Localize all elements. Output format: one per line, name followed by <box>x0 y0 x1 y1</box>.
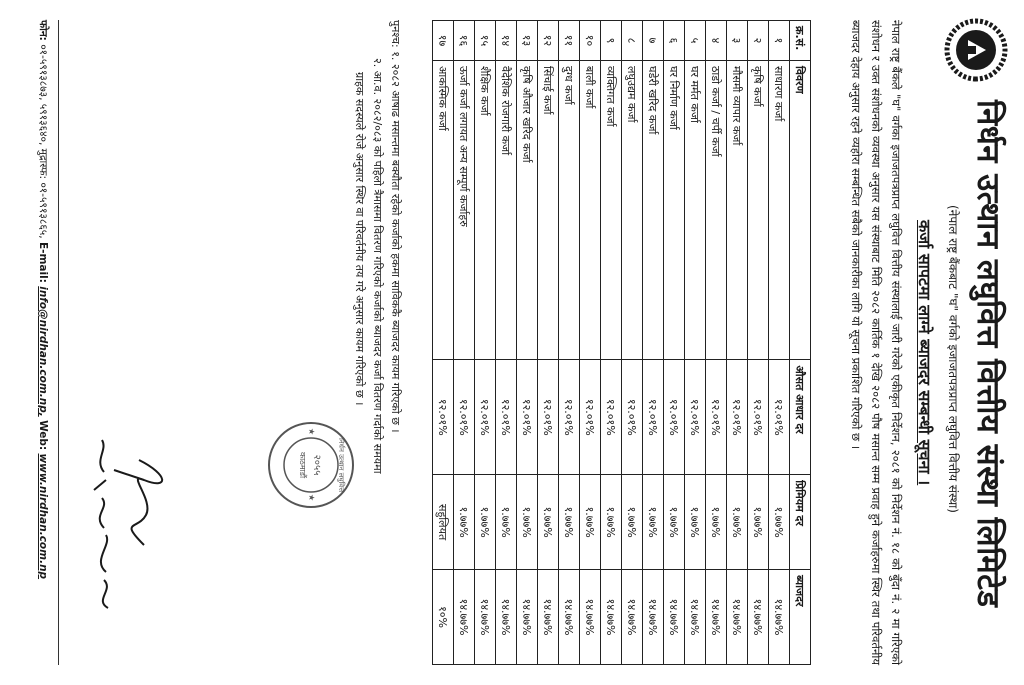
cell-sn: ९ <box>601 21 622 61</box>
cell-base-rate: १२.०१% <box>685 360 706 475</box>
header-sn: क्र.सं. <box>790 21 811 61</box>
cell-base-rate: १२.०१% <box>727 360 748 475</box>
cell-base-rate: १२.०१% <box>517 360 538 475</box>
cell-premium: १.७७% <box>538 475 559 570</box>
table-row <box>496 21 517 665</box>
cell-interest-rate: १०% <box>433 570 454 665</box>
table-row <box>517 21 538 665</box>
table-row <box>475 21 496 665</box>
table-row <box>559 21 580 665</box>
table-row <box>622 21 643 665</box>
cell-interest-rate: १४.७७% <box>727 570 748 665</box>
cell-interest-rate: १४.७७% <box>580 570 601 665</box>
cell-base-rate: १२.०१% <box>454 360 475 475</box>
note-line: ग्राहक सदस्यले रोजे अनुसार स्थिर वा परिवर्तनीय तय गरे अनुसार कायम गरिएको छ । <box>353 72 366 406</box>
cell-base-rate: १२.०१% <box>475 360 496 475</box>
table-row <box>433 21 454 665</box>
email-label: E-mail: <box>37 241 49 283</box>
cell-sn: १० <box>580 21 601 61</box>
email-link[interactable]: info@nirdhan.com.np, <box>37 286 49 417</box>
cell-interest-rate: १४.७७% <box>706 570 727 665</box>
notice-title: कर्जा सापटमा लाग्ने ब्याजदर सम्बन्धी सूचना । <box>915 220 934 486</box>
table-row <box>769 21 790 665</box>
cell-base-rate: १२.०१% <box>496 360 517 475</box>
table-row <box>580 21 601 665</box>
cell-description: शैक्षिक कर्जा <box>475 60 496 359</box>
cell-base-rate: १२.०१% <box>664 360 685 475</box>
cell-description: व्यक्तिगत कर्जा <box>601 60 622 359</box>
cell-premium: १.७७% <box>580 475 601 570</box>
cell-description: मौसमी व्यापार कर्जा <box>727 60 748 359</box>
note-line: पुनश्च: १. २०८२ आषाढ मसान्तमा बक्यौता रहेको कर्जाको हकमा साविककै ब्याजदर कायम गरिएको छ । <box>389 20 402 433</box>
cell-base-rate: १२.०१% <box>538 360 559 475</box>
header-interest-rate: ब्याजदर <box>790 570 811 665</box>
table-row <box>643 21 664 665</box>
cell-base-rate: १२.०१% <box>433 360 454 475</box>
cell-interest-rate: १४.७७% <box>664 570 685 665</box>
cell-premium: १.७७% <box>496 475 517 570</box>
cell-premium: १.७७% <box>727 475 748 570</box>
svg-text:२०५५: २०५५ <box>311 454 322 476</box>
cell-sn: १ <box>769 21 790 61</box>
table-row <box>748 21 769 665</box>
header-description: विवरण <box>790 60 811 359</box>
table-row <box>685 21 706 665</box>
cell-description: घर मर्मत कर्जा <box>685 60 706 359</box>
cell-sn: ५ <box>685 21 706 61</box>
table-header-row <box>790 21 811 665</box>
cell-description: कृषि औजार खरिद कर्जा <box>517 60 538 359</box>
cell-interest-rate: १४.७७% <box>601 570 622 665</box>
cell-base-rate: १२.०१% <box>706 360 727 475</box>
cell-description: घडेरी खरिद कर्जा <box>643 60 664 359</box>
cell-interest-rate: १४.७७% <box>622 570 643 665</box>
cell-premium: १.७७% <box>706 475 727 570</box>
header-premium: प्रिमियम दर <box>790 475 811 570</box>
interest-rate-table <box>432 20 811 665</box>
cell-sn: ७ <box>643 21 664 61</box>
cell-base-rate: १२.०१% <box>643 360 664 475</box>
contact-footer <box>36 20 59 665</box>
cell-premium: १.७७% <box>622 475 643 570</box>
cell-premium: १.७७% <box>517 475 538 570</box>
table-row <box>538 21 559 665</box>
cell-base-rate: १२.०१% <box>622 360 643 475</box>
cell-sn: १४ <box>496 21 517 61</box>
cell-premium: १.७७% <box>475 475 496 570</box>
cell-description: दुग्ध कर्जा <box>559 60 580 359</box>
cell-premium: १.७७% <box>559 475 580 570</box>
cell-description: कृषि कर्जा <box>748 60 769 359</box>
cell-description: साधारण कर्जा <box>769 60 790 359</box>
postscript-notes <box>350 20 404 665</box>
cell-interest-rate: १४.७७% <box>748 570 769 665</box>
cell-sn: १२ <box>538 21 559 61</box>
cell-interest-rate: १४.७७% <box>496 570 517 665</box>
table-row <box>601 21 622 665</box>
cell-premium: १.७७% <box>685 475 706 570</box>
organization-subtitle: (नेपाल राष्ट्र बैंकबाट "घ" वर्गको इजाजतपत्रप्राप्त लघुवित्त वित्तीय संस्था) <box>946 205 960 513</box>
svg-text:★: ★ <box>307 428 316 436</box>
cell-sn: १६ <box>454 21 475 61</box>
phone-numbers: ०१-५९१३८७३, ५९१३६४०, मुद्रास्फ: ०१-५९१३८६५, <box>37 44 49 239</box>
cell-description: बाली कर्जा <box>580 60 601 359</box>
cell-premium: १.७७% <box>748 475 769 570</box>
cell-description: आकस्मिक कर्जा <box>433 60 454 359</box>
cell-base-rate: १२.०१% <box>580 360 601 475</box>
cell-interest-rate: १४.७७% <box>454 570 475 665</box>
handwritten-signature <box>79 420 174 620</box>
cell-interest-rate: १४.७७% <box>559 570 580 665</box>
organization-name: निर्धन उत्थान लघुवित्त वित्तीय संस्था लिमिटेड <box>970 100 1006 608</box>
cell-description: घर निर्माण कर्जा <box>664 60 685 359</box>
cell-premium: १.७७% <box>601 475 622 570</box>
header-base-rate: औसत आधार दर <box>790 360 811 475</box>
web-label: Web: <box>37 420 49 451</box>
cell-sn: १३ <box>517 21 538 61</box>
cell-sn: १७ <box>433 21 454 61</box>
table-row <box>454 21 475 665</box>
cell-interest-rate: १४.७७% <box>475 570 496 665</box>
organization-logo <box>944 18 1008 82</box>
svg-text:काठमाडौं: काठमाडौं <box>298 451 307 479</box>
cell-sn: ११ <box>559 21 580 61</box>
cell-sn: ४ <box>706 21 727 61</box>
cell-interest-rate: १४.७७% <box>685 570 706 665</box>
office-seal-stamp <box>266 420 356 510</box>
cell-premium: १.७७% <box>769 475 790 570</box>
cell-interest-rate: १४.७७% <box>643 570 664 665</box>
cell-premium: १.७७% <box>454 475 475 570</box>
table-row <box>727 21 748 665</box>
intro-paragraph: नेपाल राष्ट्र बैंकले "घ" वर्गका इजाजतपत्रप्राप्त लघुवित्त वित्तीय संस्थालाई जारी गरेको एकीकृत निर्देशन, २०८१ को निर्देशन नं. १८ को बुँदा नं. २ मा गरिएको संशोधन र उक्त संशोधनको व्यवस्था अनुसार यस संस्थाबाट मिति २०८२ कार्तिक १ देखि २०८२ पौष मसान्त सम्म प्रवाह हुने कर्जाहरुमा स्थिर तथा परिवर्तनीय ब्याजदर देहाय अनुसार रहने व्यहोरा सम्बन्धित सबैको जानकारीका लागि यो सूचना प्रकाशित गरिएको छ । <box>849 20 903 665</box>
phone-label: फोन: <box>37 20 49 41</box>
cell-base-rate: १२.०१% <box>748 360 769 475</box>
cell-premium: १.७७% <box>664 475 685 570</box>
cell-base-rate: १२.०१% <box>601 360 622 475</box>
cell-description: वैदेशिक रोजगारी कर्जा <box>496 60 517 359</box>
cell-sn: २ <box>748 21 769 61</box>
cell-sn: ६ <box>664 21 685 61</box>
cell-description: लघुउद्यम कर्जा <box>622 60 643 359</box>
cell-sn: १५ <box>475 21 496 61</box>
svg-text:★: ★ <box>307 494 316 502</box>
cell-premium: १.७७% <box>643 475 664 570</box>
cell-base-rate: १२.०१% <box>559 360 580 475</box>
note-line: २. आ.व. २०८२/०८३ को पहिलो त्रैमासमा वितरण गरिएको कर्जाको ब्याजदर कर्जा वितरण गर्दाको समयमा <box>371 58 384 474</box>
cell-description: सिंचाई कर्जा <box>538 60 559 359</box>
cell-base-rate: १२.०१% <box>769 360 790 475</box>
cell-interest-rate: १४.७७% <box>538 570 559 665</box>
cell-premium: सहुलियत <box>433 475 454 570</box>
svg-text:निर्धन उत्थान लघुवित्त: निर्धन उत्थान लघुवित्त <box>337 437 345 493</box>
cell-description: ठाडो कर्जा / चर्पी कर्जा <box>706 60 727 359</box>
table-row <box>664 21 685 665</box>
website-link[interactable]: www.nirdhan.com.np <box>37 453 49 580</box>
cell-description: ऊर्जा कर्जा लगायत अन्य सम्पूर्ण कर्जाहरु <box>454 60 475 359</box>
cell-interest-rate: १४.७७% <box>517 570 538 665</box>
cell-interest-rate: १४.७७% <box>769 570 790 665</box>
cell-sn: ८ <box>622 21 643 61</box>
cell-sn: ३ <box>727 21 748 61</box>
table-row <box>706 21 727 665</box>
